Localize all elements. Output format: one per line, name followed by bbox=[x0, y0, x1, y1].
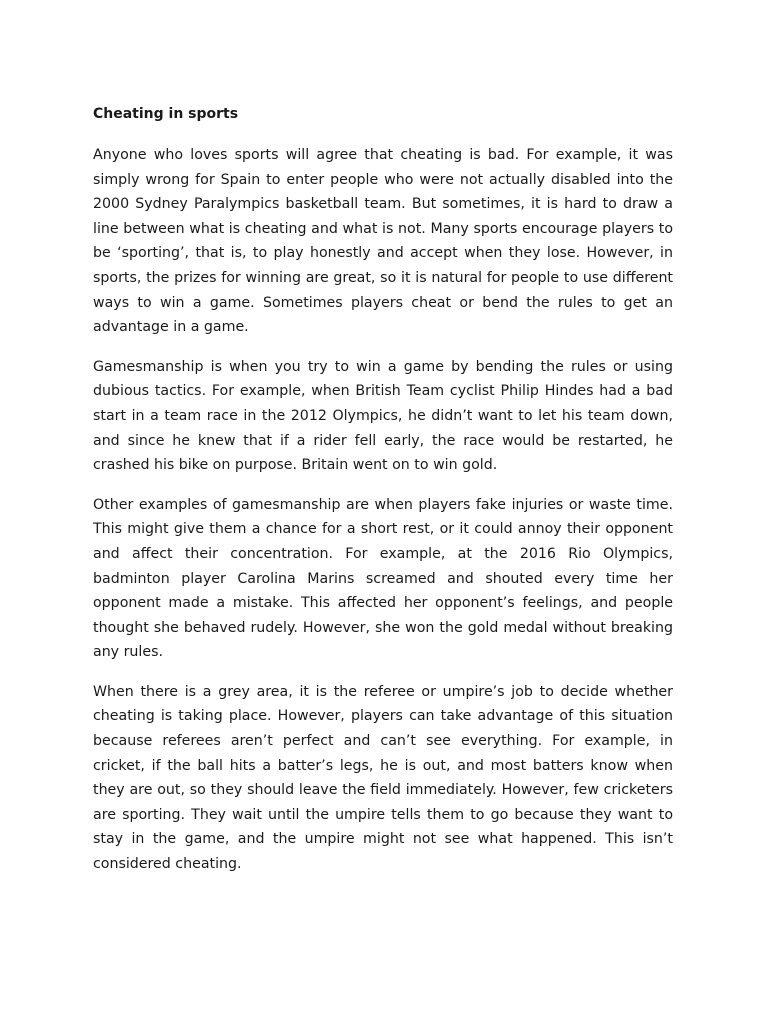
document-title: Cheating in sports bbox=[93, 106, 239, 122]
document-page bbox=[93, 103, 673, 892]
paragraph-gamesmanship: Gamesmanship is when you try to win a game by bending the rules or using dubious tactics. For example, when British Team cyclist Philip Hindes had a bad start in a team race in the 2012 Olympics, he didn’t want to let his team down, and since he knew that if a rider fell early, the race would be restarted, he crashed his bike on purpose. Britain went on to win gold. bbox=[93, 358, 673, 474]
paragraph-intro: Anyone who loves sports will agree that cheating is bad. For example, it was simply wrong for Spain to enter people who were not actually disabled into the 2000 Sydney Paralympics basketball team. But sometimes, it is hard to draw a line between what is cheating and what is not. Many sports encourage players to be ‘sporting’, that is, to play honestly and accept when they lose. However, in sports, the prizes for winning are great, so it is natural for people to use different ways to win a game. Sometimes players cheat or bend the rules to get an advantage in a game. bbox=[93, 147, 673, 336]
paragraph-grey-area: When there is a grey area, it is the referee or umpire’s job to decide whether cheating is taking place. However, players can take advantage of this situation because referees aren’t perfect and can’t see everything. For example, in cricket, if the ball hits a batter’s legs, he is out, and most batters know when they are out, so they should leave the field immediately. However, few cricketers are sporting. They wait until the umpire tells them to go because they want to stay in the game, and the umpire might not see what happened. This isn’t considered cheating. bbox=[93, 683, 673, 873]
paragraph-examples: Other examples of gamesmanship are when players fake injuries or waste time. This might give them a chance for a short rest, or it could annoy their opponent and affect their concentration. For example, at the 2016 Rio Olympics, badminton player Carolina Marins screamed and shouted every time her opponent made a mistake. This affected her opponent’s feelings, and people thought she behaved rudely. However, she won the gold medal without breaking any rules. bbox=[93, 496, 673, 661]
